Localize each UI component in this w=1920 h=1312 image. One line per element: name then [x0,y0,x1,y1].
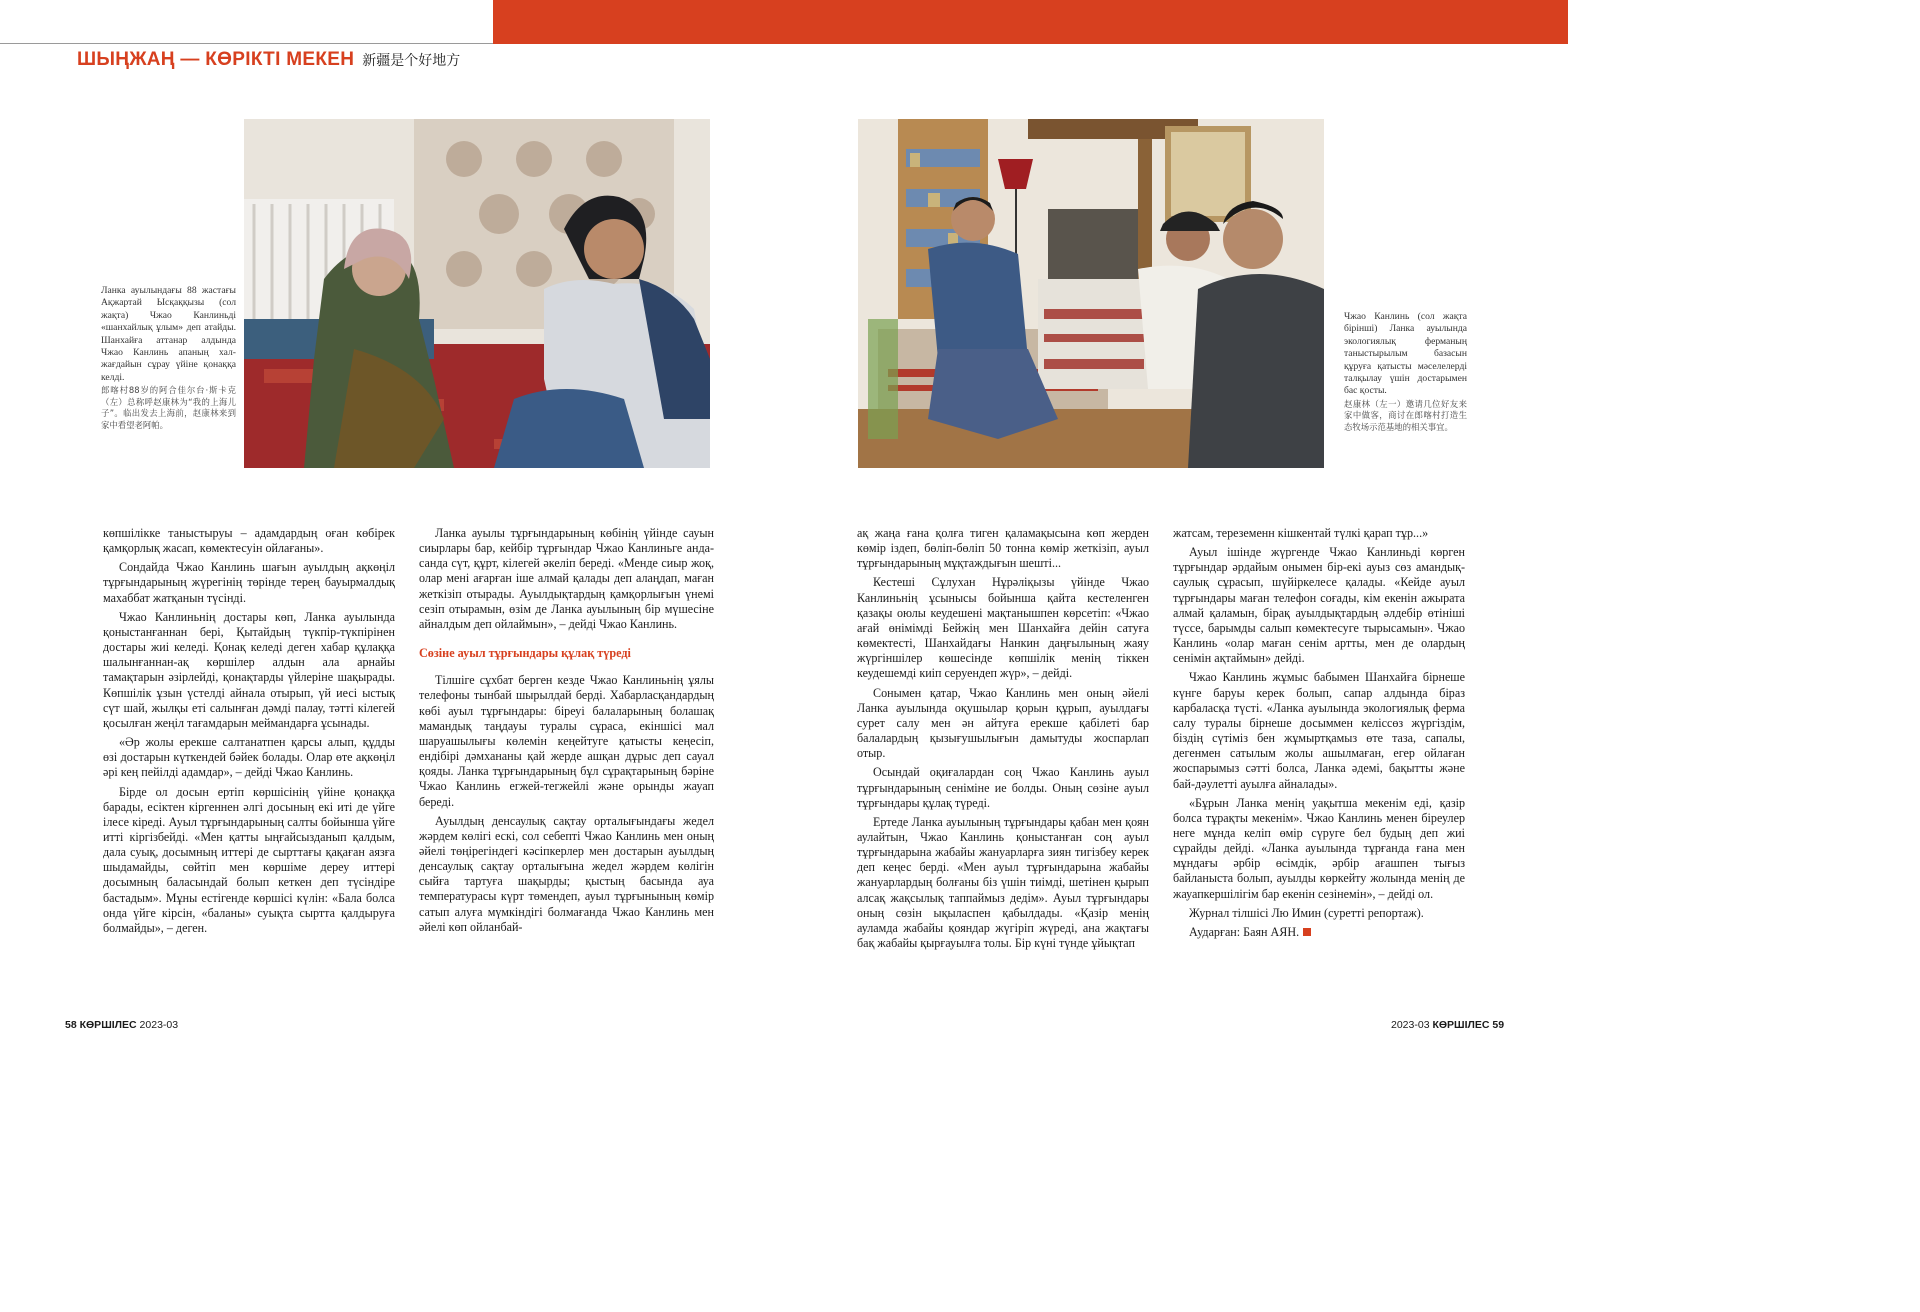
article-paragraph: жатсам, тереземенн кішкентай түлкі қарап тұр...» [1173,526,1429,540]
article-paragraph: Осындай оқиғалардан соң Чжао Канлинь ауыл тұрғындарының сеніміне ие болды. Оның сөзіне ауыл тұрғындары құлақ түреді. [857,765,1149,810]
header-rule [0,43,493,44]
header-accent-bar [493,0,1568,44]
photo-friends-meeting-image [858,119,1324,468]
article-credit-translator [1173,925,1465,940]
article-paragraph: Ауылдың денсаулық сақтау орталығындағы жедел жәрдем көлігі ескі, сол себепті Чжао Канлинь мен оның әйелі төңірегіндегі кәсіпкерлер мен достарын ауылдың денсаулық сақтау орталығына жедел жәрдем көлігін сыйға тартуға шақырды; қыстың басында ауа температурасы күрт төмендеп, ауыл тұрғынының көмір сатып алуға мүмкіндігі болмағанда Чжао Канлинь мен әйелі көп ойланбай- [419,813,714,934]
article-subheading: Сөзіне ауыл тұрғындары құлақ түреді [419,646,631,661]
page-number-right: 59 [1492,1019,1505,1031]
photo-caption-right [1344,311,1467,434]
article-paragraph: Тілшіге сұхбат берген кезде Чжао Канлиньнің ұялы телефоны тынбай шырылдай берді. Хабарласқандардың көбі ауыл тұрғындары: біреуі балаларының болашақ мамандық таңдауы туралы сұраса, екіншісі мал шаруашылығы көлемін кеңейтуге қатысты кеңесіп, ендібірі дәмхананы қай жерде ашқан дұрыс деп сауал қояды. Ланка тұрғындарының бұл сұрақтарының бәріне Чжао Канлинь егжей-тегжейлі және орынды жауап береді. [419,673,714,809]
photo-grandmother-visit [244,119,710,468]
article-paragraph: Чжао Канлинь жұмыс бабымен Шанхайға бірнеше күнге баруы керек болып, сапар алдында біраз карбаласқа түсті. «Ланка ауылында экологиялық ферма салу туралы бірнеше досыммен келіссөз жүргіздім, біздің сүтіміз бен жұмыртқамыз өте таза, сапалы, дегенмен сатылым жолы ашылмаған, егер ойлаған жоспарымыз сәтті болса, Ланка әдемі, бақытты және бай-дәулетті ауылға айналады». [1173,670,1465,791]
photo-friends-meeting [858,119,1324,468]
article-column-3 [857,526,1149,955]
photo-caption-left [101,285,236,432]
photo-grandmother-visit-image [244,119,710,468]
magazine-name-right: КӨРШІЛЕС [1432,1019,1490,1031]
translator-text: Аударған: Баян АЯН. [1189,924,1300,939]
caption-left-cn: 郎喀村88岁的阿合佳尔台·斯卡克（左）总称呼赵康林为“我的上海儿子”。临出发去上海前，赵康林来到家中看望老阿帕。 [101,385,236,431]
article-paragraph: ақ жаңа ғана қолға тиген қаламақысына көп жерден көмір іздеп, бөліп-бөліп 50 тонна көмір жеткізіп, ауыл тұрғындарының мұқтаждығын шешті... [857,526,1149,571]
article-credit-author: Журнал тілшісі Лю Имин (суретті репортаж). [1189,905,1424,920]
article-paragraph: Сондайда Чжао Канлинь шағын ауылдың ақкөңіл тұрғындарының жүрегінің төрінде терең бауырмалдық махаббат жатқанын түсінді. [103,560,395,605]
article-paragraph: «Әр жолы ерекше салтанатпен қарсы алып, құдды өзі достарын күткендей бәйек болады. Олар өте ақкөңіл әрі кең пейілді адамдар», – дейді Чжао Канлинь. [103,735,395,780]
caption-left-kz: Ланка ауылындағы 88 жастағы Ақжартай Ысқаққызы (сол жақта) Чжао Канлиньді «шанхайлық ұлым» деп атайды. Шанхайға аттанар алдында Чжао Канлинь апаның хал-жағдайын сұрау үйіне қонаққа келді. [101,285,236,383]
article-column-2 [419,526,714,939]
section-title-cn: 新疆是个好地方 [362,53,461,69]
section-title-kz: ШЫҢЖАҢ — КӨРІКТІ МЕКЕН [77,49,355,70]
article-paragraph: Ланка ауылы тұрғындарының көбінің үйінде сауын сиырлары бар, кейбір тұрғындар Чжао Канлиньге анда-санда сүт, құрт, кілегей әкеліп береді. «Менде сиыр жоқ, олар мені ағарған іше алмай қалады деп алаңдап, маған жеткізіп отырады. Ауылдықтардың қамқорлығын үнемі сезіп отырамын, өзім де Ланка ауылының бір мүшесіне айналдым деп ойлаймын», – дейді Чжао Канлинь. [419,526,714,631]
article-paragraph: Ертеде Ланка ауылының тұрғындары қабан мен қоян аулайтын, Чжао Канлинь қоныстанған соң ауыл тұрғындарына жабайы жануарларға зиян тигізбеу керек деп кеңес берді. «Мен ауыл тұрғындарына жабайы жануарлардың болғаны біз үшін тиімді, шетінен қырып алсақ жақсылық таппаймыз дедім». Ауыл тұрғындары оның сөзін ықыласпен қабылдады. «Қазір менің ауламда жабайы қояндар жүгіріп жүреді, ана жақтағы бақ жабайы қырғауылға толы. Бір күні түнде ұйықтап [857,814,1149,951]
article-paragraph: Кестеші Сұлухан Нұрәліқызы үйінде Чжао Канлиньнің ұсынысы бойынша қайта кестеленген қазақы оюлы кеудешені мақтанышпен көрсетіп: «Чжао ағай өнімімді Бейжің мен Шанхайға дейін сатуға көмектесті, Шанхайдағы Нанкин даңғылының жаяу жүргіншілер көшесінде көпшілік менің тіккен кеудешемді киіп серуендеп жүр», – дейді. [857,575,1149,681]
footer-right [1391,1019,1504,1031]
article-column-4 [1173,526,1465,944]
article-paragraph: Бірде ол досын ертіп көршісінің үйіне қонаққа барады, есіктен кіргеннен әлгі досының екі иті де үйге ілесе кіреді. Ауыл тұрғындарының салты бойынша үйге итті кіргізбейді. «Мен қатты ыңғайсызданып қалдым, дала суық, досымның иттері де сырттағы қақаған аязға шыдамайды, сөйтіп мен көршіме дереу иттері досымның баласындай болып кеткен деп түсіндіре бастадым». Мұны естігенде көршісі күлін: «Бала болса онда үйге кірсін, «баланы» суықта сыртта қалдыруға болмайды», – деген. [103,784,395,935]
caption-right-kz: Чжао Канлинь (сол жақта бірінші) Ланка ауылында экологиялық ферманың таныстырылым базасын құруға қатысты мәселелерді талқылау үшін достарымен бас қосты. [1344,311,1467,397]
section-header [77,49,460,71]
article-paragraph: Сонымен қатар, Чжао Канлинь мен оның әйелі Ланка ауылында оқушылар қорын құрып, ауылдағы сурет салу мен ән айтуға ерекше қабілеті бар балалардың қызығушылығын дамытуды жоспарлап отыр. [857,685,1149,761]
magazine-name-left: КӨРШІЛЕС [79,1019,137,1031]
issue-right: 2023-03 [1391,1019,1430,1031]
article-paragraph: Ауыл ішінде жүргенде Чжао Канлиньді көрген тұрғындар әрдайым онымен бір-екі ауыз сөз амандық-саулық сұрасып, шүйіркелесе қалады. «Кейде ауыл тұрғындары маған телефон соғады, кім екенін ажырата алмай қаламын, бірақ ауылдықтардың әлдебір өтініші түссе, барымды салып көмектесуге тырысамын». Чжао Канлинь «олар маған сенім артты, мен де олардың сенімін ақтаймын» дейді. [1173,545,1465,666]
end-mark-icon [1303,928,1311,936]
issue-left: 2023-03 [139,1019,179,1031]
article-paragraph: «Бұрын Ланка менің уақытша мекенім еді, қазір болса тұрақты мекенім». Чжао Канлинь менен біреулер неге мұнда келіп өмір сүруге бел будың деп жиі сұрайды дейді. «Ланка ауылында тұрғанда ғана мен мұндағы әрбір өсімдік, әрбір ағашпен тығыз байланыста болып, ауылды көркейту жолында менің де жауапкершілігім бар екенін сезінемін», – дейді ол. [1173,795,1465,901]
page-number-left: 58 [65,1019,77,1031]
footer-left [65,1019,178,1031]
article-column-1 [103,526,395,940]
caption-right-cn: 赵康林（左一）邀请几位好友来家中做客，商讨在郎喀村打造生态牧场示范基地的相关事宜。 [1344,398,1467,433]
article-paragraph: Чжао Канлиньнің достары көп, Ланка ауылында қоныстанғаннан бері, Қытайдың түкпір-түкпірінен достары жиі келеді. Қонақ келеді деген хабар құлаққа шалынғаннан-ақ көршілер алдын ала арнайы тамақтарын әзірлейді, қонақтарды үйлеріне шақырады. Көпшілік ұзын үстелді айнала отырып, үй иесі ыстық сүт шай, жылқы еті салынған дәмді палау, тәтті кілегей қосылған жеңіл тағамдарын меймандарға ұсынады. [103,609,395,730]
article-paragraph: көпшілікке таныстыруы – адамдардың оған көбірек қамқорлық жасап, көмектесуін ойлағаны». [103,526,395,556]
